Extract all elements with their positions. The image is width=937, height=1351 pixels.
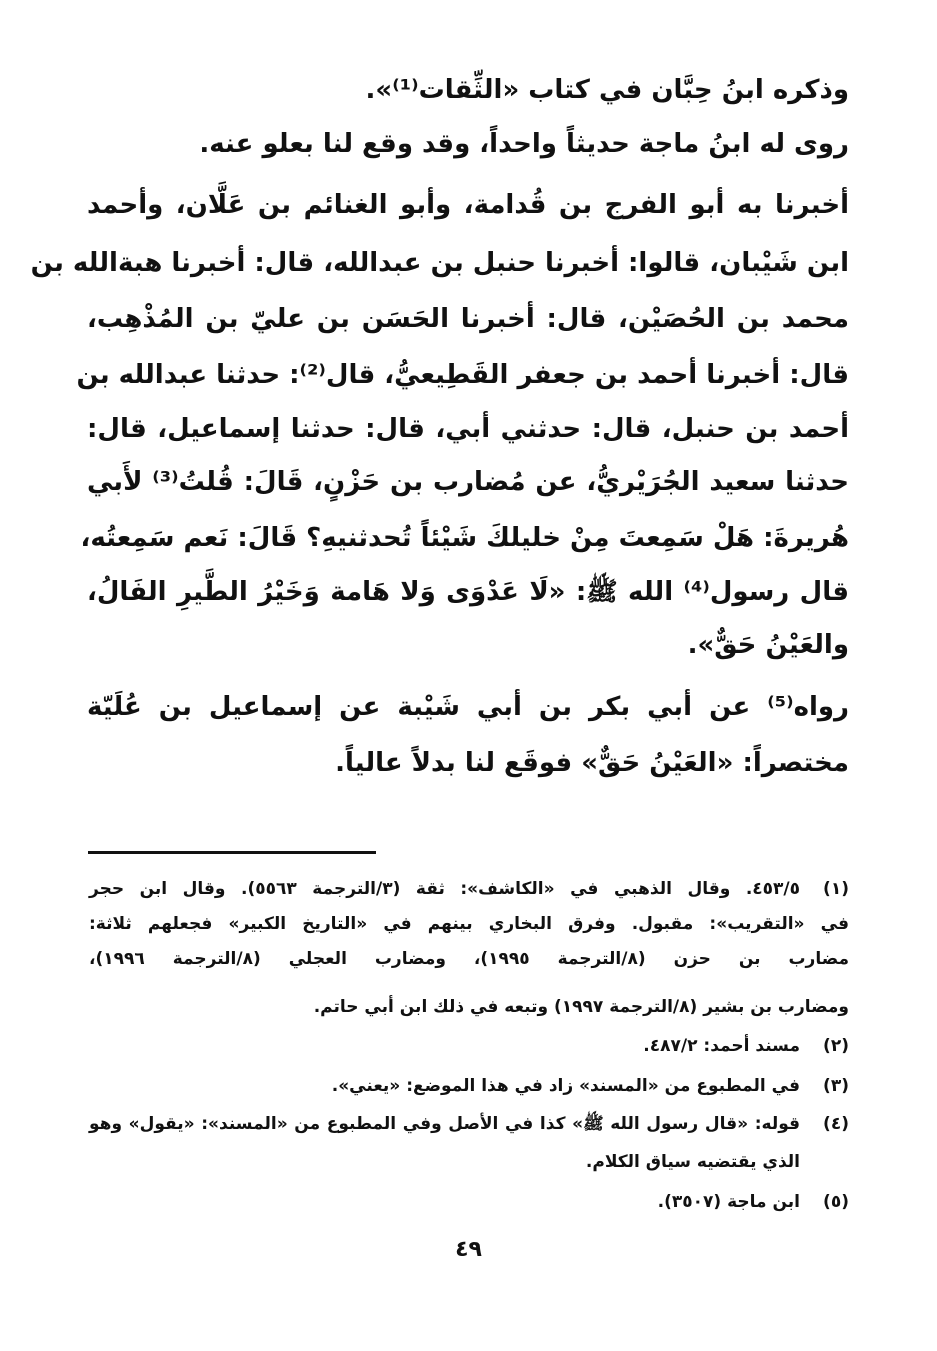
footnote-line: ومضارب بن بشير (٨/الترجمة ١٩٩٧) وتبعه في ذلك ابن أبي حاتم.: [313, 997, 849, 1017]
footnote-line: مسند أحمد: ٤٨٧/٢.: [643, 1036, 800, 1056]
body-line: وذكره ابنُ حِبَّان في كتاب «الثِّقات⁽¹⁾».: [365, 75, 849, 105]
footnote-line: قوله: «قال رسول الله ﷺ» كذا في الأصل وفي المطبوع من «المسند»: «يقول» وهو: [89, 1114, 800, 1134]
page-number: ٤٩: [455, 1237, 482, 1262]
footnote-number: (١): [823, 879, 849, 899]
footnote-line: الذي يقتضيه سياق الكلام.: [585, 1152, 800, 1172]
body-line: أخبرنا به أبو الفرج بن قُدامة، وأبو الغنائم بن عَلَّان، وأحمد: [87, 190, 849, 220]
body-line: رواه⁽⁵⁾ عن أبي بكر بن أبي شَيْبة عن إسماعيل بن عُلَيّة: [87, 692, 849, 722]
body-line: قال: أخبرنا أحمد بن جعفر القَطِيعيُّ، قال⁽²⁾: حدثنا عبدالله بن: [76, 360, 849, 390]
body-line: مختصراً: «العَيْنُ حَقٌّ» فوقَع لنا بدلاً عالياً.: [335, 748, 849, 778]
body-line: قال رسول⁽⁴⁾ الله ﷺ: «لَا عَدْوَى وَلا هَامة وَخَيْرُ الطَّيرِ الفَالُ،: [87, 577, 849, 607]
footnote-number: (٤): [823, 1114, 849, 1134]
footnote-line: في المطبوع من «المسند» زاد في هذا الموضع: «يعني».: [331, 1076, 800, 1096]
footnote-line: في «التقريب»: مقبول. وفرق البخاري بينهم في «التاريخ الكبير» فجعلهم ثلاثة:: [89, 914, 849, 934]
footnote-number: (٣): [823, 1076, 849, 1096]
body-line: حدثنا سعيد الجُرَيْريُّ، عن مُضارب بن حَزْنٍ، قَالَ: قُلتُ⁽³⁾ لأَبي: [87, 467, 849, 497]
footnote-line: ابن ماجة (٣٥٠٧).: [657, 1192, 800, 1212]
body-line: أحمد بن حنبل، قال: حدثني أبي، قال: حدثنا إسماعيل، قال:: [87, 414, 849, 444]
footnote-separator: [88, 851, 376, 854]
body-line: محمد بن الحُصَيْن، قال: أخبرنا الحَسَن بن عليّ بن المُذْهِب،: [87, 304, 849, 334]
body-line: هُريرةَ: هَلْ سَمِعتَ مِنْ خليلكَ شَيْئاً تُحدثنيهِ؟ قَالَ: نَعم سَمِعتُه،: [80, 523, 849, 553]
footnote-line: مضارب بن حزن (٨/الترجمة ١٩٩٥)، ومضارب العجلي (٨/الترجمة ١٩٩٦)،: [89, 949, 850, 969]
footnote-line: ٤٥٣/٥. وقال الذهبي في «الكاشف»: ثقة (٣/الترجمة ٥٥٦٣). وقال ابن حجر: [89, 879, 800, 899]
footnote-number: (٥): [823, 1192, 849, 1212]
body-line: والعَيْنُ حَقٌّ».: [687, 630, 849, 660]
footnote-number: (٢): [823, 1036, 849, 1056]
body-line: ابن شَيْبان، قالوا: أخبرنا حنبل بن عبدالله، قال: أخبرنا هبةالله بن: [30, 248, 849, 278]
body-line: روى له ابنُ ماجة حديثاً واحداً، وقد وقع لنا بعلو عنه.: [199, 129, 849, 159]
